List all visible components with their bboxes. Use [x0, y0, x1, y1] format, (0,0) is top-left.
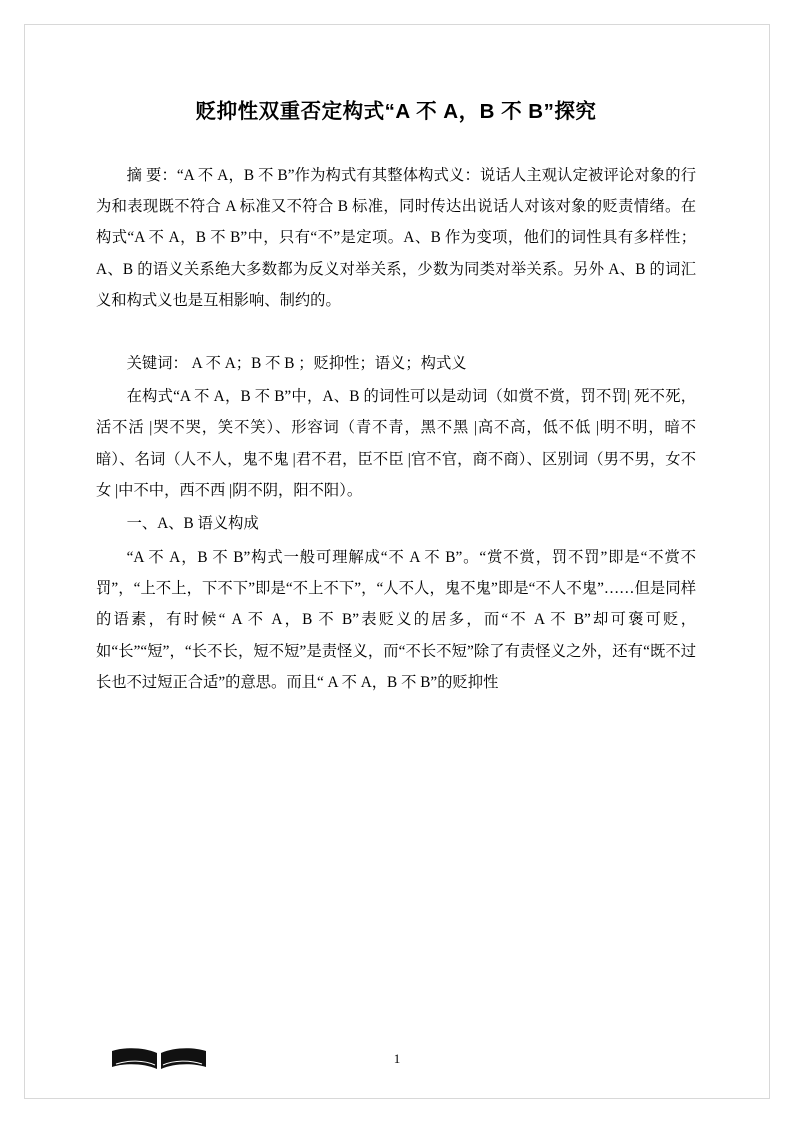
page-title: 贬抑性双重否定构式“A 不 A，B 不 B”探究	[195, 100, 597, 123]
keywords-line: 关键词： A 不 A；B 不 B ；贬抑性；语义；构式义	[126, 354, 467, 372]
abstract-paragraph: 摘 要：“A 不 A，B 不 B”作为构式有其整体构式义：说话人主观认定被评论对象的行为和表现既不符合 A 标准又不符合 B 标准，同时传达出说话人对该对象的贬责情绪。在构式“A 不 A，B 不 B”中，只有“不”是定项。A、B 作为变项，他们的词性具有多样性； A、B 的语义关系绝大多数都为反义对举关系，少数为同类对举关系。另外 A、B 的词汇义和构式义也是互相影响、制约的。	[96, 166, 696, 310]
page-number: 1	[393, 1051, 401, 1066]
section-heading-1: 一、A、B 语义构成	[126, 515, 259, 533]
body-paragraph-2: “A 不 A，B 不 B”构式一般可理解成“不 A 不 B”。“赏不赏，罚不罚”即是“不赏不罚”，“上不上，下不下”即是“不上不下”，“人不人，鬼不鬼”即是“不人不鬼”……但是同样的语素，有时候“ A 不 A，B 不 B”表贬义的居多，而“不 A 不 B”却可褒可贬，如“长”“短”，“长不长，短不短”是责怪义，而“不长不短”除了有责怪义之外，还有“既不过长也不过短正合适”的意思。而且“ A 不 A，B 不 B”的贬抑性	[96, 548, 696, 691]
page-footer	[0, 1045, 794, 1079]
document-content	[96, 70, 696, 698]
body-paragraph-1: 在构式“A 不 A，B 不 B”中，A、B 的词性可以是动词（如赏不赏，罚不罚| 死不死，活不活 |哭不哭，笑不笑）、形容词（青不青，黑不黑 |高不高，低不低 |明不明，暗不暗）、名词（人不人，鬼不鬼 |君不君，臣不臣 |官不官，商不商）、区别词（男不男，女不女 |中不中，西不西 |阴不阴，阳不阳）。	[96, 387, 696, 499]
